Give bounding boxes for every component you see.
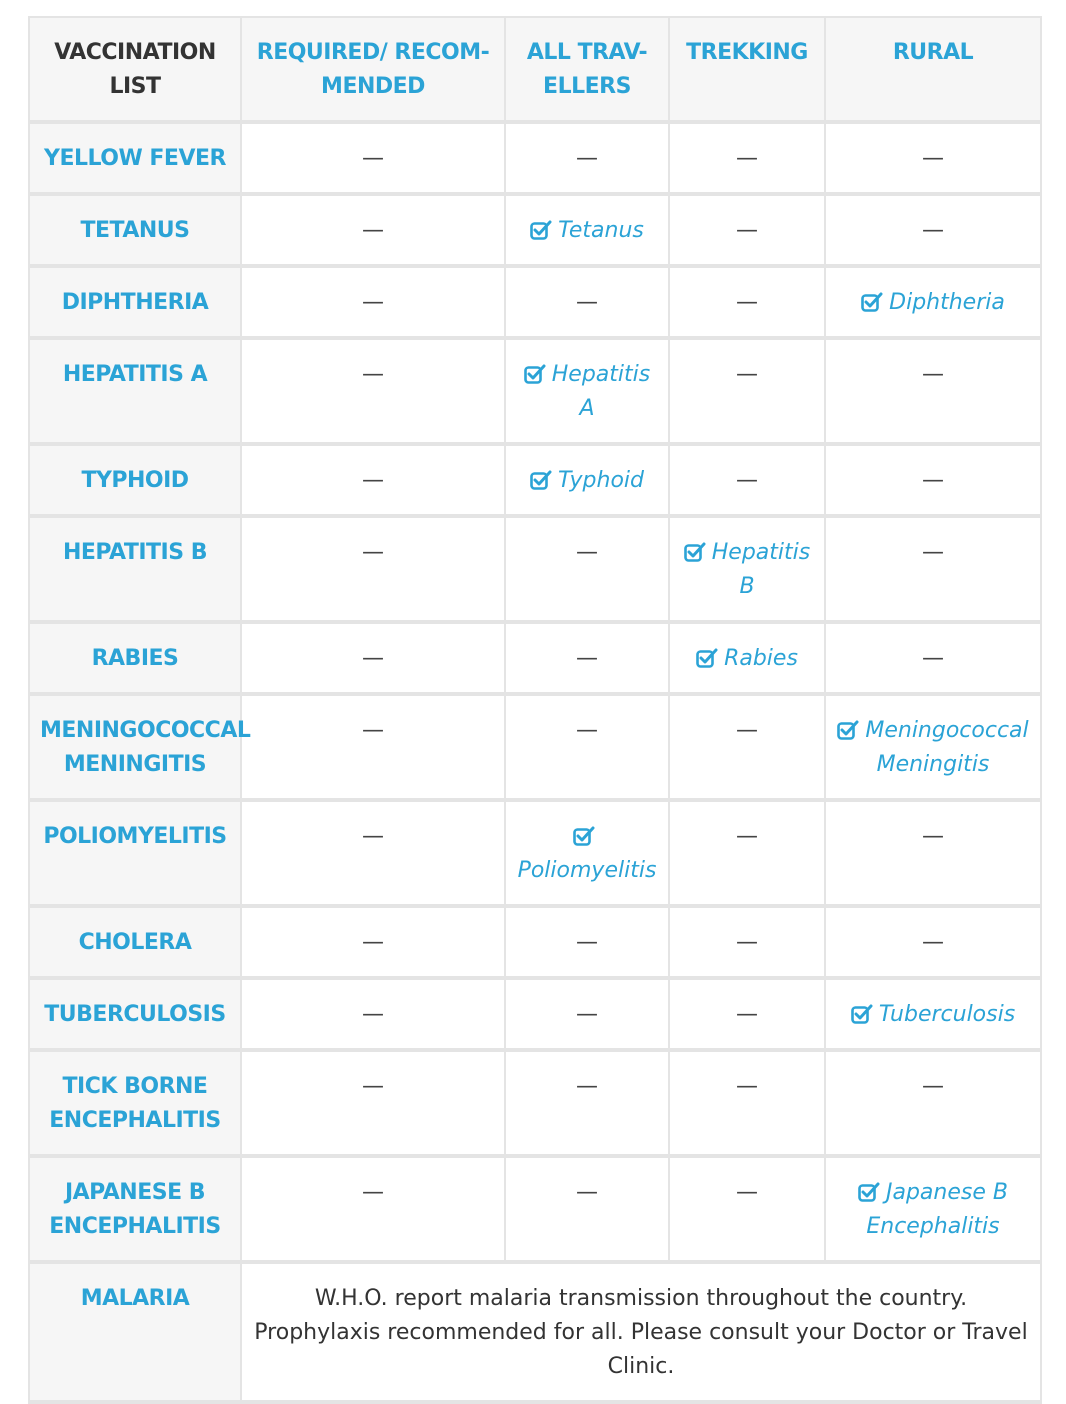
empty-dash: — (736, 930, 758, 955)
cell-trekking (669, 444, 825, 516)
check-square-icon (530, 470, 552, 490)
cell-required-recommended (241, 906, 505, 978)
table-row (29, 800, 1041, 906)
empty-dash: — (362, 218, 384, 243)
table-row (29, 978, 1041, 1050)
row-header-vaccine: TICK BORNE ENCEPHALITIS (29, 1050, 241, 1156)
column-header-all-travellers: ALL TRAV-ELLERS (505, 17, 669, 122)
empty-dash: — (362, 362, 384, 387)
cell-required-recommended (241, 338, 505, 444)
cell-trekking (669, 800, 825, 906)
cell-required-recommended (241, 194, 505, 266)
cell-rural (825, 516, 1041, 622)
recommended-entry (524, 362, 650, 421)
cell-rural (825, 122, 1041, 194)
malaria-note: W.H.O. report malaria transmission throughout the country. Prophylaxis recommended for all. Please consult your Doctor or Travel Clinic. (241, 1262, 1041, 1402)
empty-dash: — (922, 468, 944, 493)
empty-dash: — (576, 930, 598, 955)
table-row (29, 516, 1041, 622)
row-header-vaccine: HEPATITIS A (29, 338, 241, 444)
cell-required-recommended (241, 978, 505, 1050)
cell-required-recommended (241, 266, 505, 338)
recommended-entry (696, 646, 798, 671)
empty-dash: — (362, 718, 384, 743)
empty-dash: — (576, 146, 598, 171)
row-header-vaccine: TYPHOID (29, 444, 241, 516)
cell-rural (825, 800, 1041, 906)
table-row (29, 338, 1041, 444)
table-row-malaria (29, 1262, 1041, 1402)
cell-rural (825, 444, 1041, 516)
empty-dash: — (362, 468, 384, 493)
row-header-vaccine: POLIOMYELITIS (29, 800, 241, 906)
column-header-required-recommended: REQUIRED/ RECOM-MENDED (241, 17, 505, 122)
empty-dash: — (576, 718, 598, 743)
table-row (29, 194, 1041, 266)
check-square-icon (524, 364, 546, 384)
cell-trekking (669, 338, 825, 444)
cell-trekking (669, 1050, 825, 1156)
column-header-rural: RURAL (825, 17, 1041, 122)
vaccination-table (28, 16, 1042, 1404)
empty-dash: — (922, 824, 944, 849)
cell-all-travellers (505, 1050, 669, 1156)
cell-all-travellers (505, 444, 669, 516)
check-square-icon (684, 542, 706, 562)
empty-dash: — (736, 290, 758, 315)
empty-dash: — (922, 1074, 944, 1099)
table-row (29, 1050, 1041, 1156)
row-header-vaccine: RABIES (29, 622, 241, 694)
row-header-vaccine: JAPANESE B ENCEPHALITIS (29, 1156, 241, 1262)
check-square-icon (861, 292, 883, 312)
empty-dash: — (362, 1180, 384, 1205)
cell-all-travellers (505, 800, 669, 906)
empty-dash: — (736, 468, 758, 493)
recommended-entry-label: Hepatitis A (551, 362, 651, 421)
cell-rural (825, 694, 1041, 800)
cell-trekking (669, 266, 825, 338)
row-header-vaccine: YELLOW FEVER (29, 122, 241, 194)
recommended-entry-label: Rabies (724, 646, 798, 671)
table-row (29, 444, 1041, 516)
cell-all-travellers (505, 266, 669, 338)
table-row (29, 694, 1041, 800)
empty-dash: — (922, 930, 944, 955)
cell-trekking (669, 978, 825, 1050)
cell-required-recommended (241, 122, 505, 194)
check-square-icon (696, 648, 718, 668)
column-header-vaccination-list: VACCINATION LIST (29, 17, 241, 122)
empty-dash: — (736, 824, 758, 849)
recommended-entry (684, 540, 810, 599)
cell-rural (825, 266, 1041, 338)
cell-rural (825, 1156, 1041, 1262)
check-square-icon (573, 826, 595, 846)
cell-all-travellers (505, 694, 669, 800)
cell-all-travellers (505, 122, 669, 194)
vaccination-table-container (28, 16, 1040, 1404)
cell-rural (825, 194, 1041, 266)
recommended-entry-label: Typhoid (558, 468, 644, 493)
recommended-entry-label: Meningococcal Meningitis (865, 718, 1029, 777)
empty-dash: — (736, 362, 758, 387)
cell-rural (825, 1050, 1041, 1156)
recommended-entry (518, 824, 657, 883)
cell-trekking (669, 1156, 825, 1262)
empty-dash: — (362, 1002, 384, 1027)
table-row (29, 122, 1041, 194)
cell-rural (825, 338, 1041, 444)
empty-dash: — (922, 646, 944, 671)
empty-dash: — (362, 1074, 384, 1099)
cell-all-travellers (505, 194, 669, 266)
empty-dash: — (576, 646, 598, 671)
cell-required-recommended (241, 1050, 505, 1156)
empty-dash: — (576, 1074, 598, 1099)
empty-dash: — (576, 540, 598, 565)
empty-dash: — (362, 290, 384, 315)
empty-dash: — (736, 146, 758, 171)
empty-dash: — (362, 146, 384, 171)
cell-all-travellers (505, 978, 669, 1050)
empty-dash: — (362, 646, 384, 671)
table-row (29, 1156, 1041, 1262)
row-header-vaccine: DIPHTHERIA (29, 266, 241, 338)
row-header-vaccine: MALARIA (29, 1262, 241, 1402)
recommended-entry-label: Hepatitis B (711, 540, 811, 599)
row-header-vaccine: TUBERCULOSIS (29, 978, 241, 1050)
empty-dash: — (576, 1002, 598, 1027)
empty-dash: — (922, 218, 944, 243)
cell-trekking (669, 622, 825, 694)
empty-dash: — (576, 1180, 598, 1205)
recommended-entry (861, 290, 1005, 315)
empty-dash: — (576, 290, 598, 315)
cell-trekking (669, 694, 825, 800)
cell-all-travellers (505, 516, 669, 622)
row-header-vaccine: CHOLERA (29, 906, 241, 978)
cell-required-recommended (241, 444, 505, 516)
recommended-entry (851, 1002, 1015, 1027)
empty-dash: — (736, 1180, 758, 1205)
recommended-entry-label: Japanese B Encephalitis (866, 1180, 1008, 1239)
recommended-entry (837, 718, 1028, 777)
cell-rural (825, 622, 1041, 694)
empty-dash: — (922, 362, 944, 387)
cell-rural (825, 978, 1041, 1050)
recommended-entry (530, 468, 644, 493)
cell-all-travellers (505, 1156, 669, 1262)
row-header-vaccine: MENINGOCOCCAL MENINGITIS (29, 694, 241, 800)
cell-required-recommended (241, 622, 505, 694)
empty-dash: — (736, 1074, 758, 1099)
recommended-entry (858, 1180, 1008, 1239)
table-body (29, 122, 1041, 1402)
cell-required-recommended (241, 1156, 505, 1262)
row-header-vaccine: TETANUS (29, 194, 241, 266)
column-header-trekking: TREKKING (669, 17, 825, 122)
empty-dash: — (736, 718, 758, 743)
recommended-entry (530, 218, 644, 243)
table-row (29, 906, 1041, 978)
recommended-entry-label: Poliomyelitis (517, 858, 657, 883)
empty-dash: — (922, 146, 944, 171)
cell-trekking (669, 122, 825, 194)
cell-required-recommended (241, 516, 505, 622)
header-row (29, 17, 1041, 122)
empty-dash: — (736, 1002, 758, 1027)
cell-trekking (669, 906, 825, 978)
check-square-icon (858, 1182, 880, 1202)
empty-dash: — (362, 824, 384, 849)
empty-dash: — (922, 540, 944, 565)
cell-required-recommended (241, 694, 505, 800)
cell-trekking (669, 516, 825, 622)
table-row (29, 622, 1041, 694)
cell-trekking (669, 194, 825, 266)
row-header-vaccine: HEPATITIS B (29, 516, 241, 622)
check-square-icon (851, 1004, 873, 1024)
cell-all-travellers (505, 906, 669, 978)
table-header (29, 17, 1041, 122)
recommended-entry-label: Tuberculosis (878, 1002, 1016, 1027)
cell-all-travellers (505, 622, 669, 694)
empty-dash: — (362, 930, 384, 955)
check-square-icon (837, 720, 859, 740)
recommended-entry-label: Diphtheria (889, 290, 1005, 315)
table-row (29, 266, 1041, 338)
cell-required-recommended (241, 800, 505, 906)
empty-dash: — (736, 218, 758, 243)
cell-rural (825, 906, 1041, 978)
recommended-entry-label: Tetanus (558, 218, 644, 243)
empty-dash: — (362, 540, 384, 565)
cell-all-travellers (505, 338, 669, 444)
check-square-icon (530, 220, 552, 240)
